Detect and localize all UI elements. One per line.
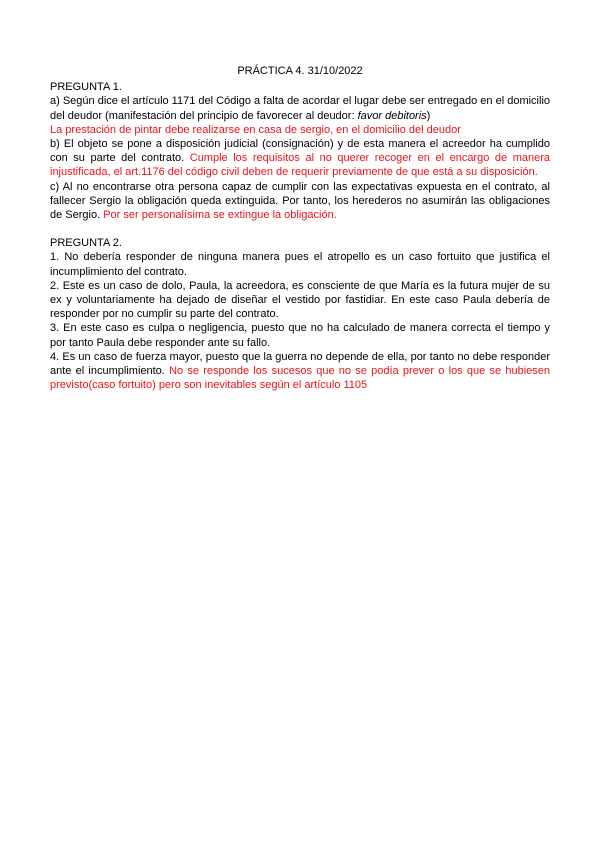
answer-1b xyxy=(50,137,550,180)
answer-1b-correction: Cumple los requisitos al no querer recoger en el encargo de manera injustificada, el art.1176 del código civil deben de requerir previamente de que está a su disposición. xyxy=(50,152,550,179)
answer-2-4-text: 4. Es un caso de fuerza mayor, puesto que la guerra no depende de ella, por tanto no debe responder ante el incumplimiento. xyxy=(50,350,550,378)
answer-2-1: 1. No debería responder de ninguna manera pues el atropello es un caso fortuito que justifica el incumplimiento del contrato. xyxy=(50,251,550,278)
question-1-heading: PREGUNTA 1. xyxy=(50,81,122,94)
document-title: PRÁCTICA 4. 31/10/2022 xyxy=(237,65,363,77)
question-2-heading: PREGUNTA 2. xyxy=(50,237,122,250)
answer-1b-text: b) El objeto se pone a disposición judicial (consignación) y de esta manera el acreedor ha cumplido con su parte del contrato. xyxy=(50,138,550,165)
answer-2-2: 2. Este es un caso de dolo, Paula, la acreedora, es consciente de que María es la futura mujer de su ex y voluntariamente ha dejado de diseñar el vestido por fastidiar. En este caso Paula debería de responder por no cumplir su parte del contrato. xyxy=(50,279,550,321)
answer-1a-close: ) xyxy=(426,109,431,122)
section-spacer xyxy=(50,222,550,236)
answer-2-4-correction: No se responde los sucesos que no se podía prever o los que se hubiesen previsto(caso fortuito) pero son inevitables según el artículo 1105 xyxy=(50,365,550,392)
answer-1a-italic: favor debitoris xyxy=(357,109,427,122)
answer-2-4 xyxy=(50,350,550,393)
answer-1a-correction: La prestación de pintar debe realizarse en casa de sergio, en el domicilio del deudor xyxy=(50,123,461,136)
answer-1c-text: c) Al no encontrarse otra persona capaz de cumplir con las expectativas expuesta en el contrato, al fallecer Sergio la obligación queda extinguida. Por tanto, los herederos no asumirán las obligaciones de Sergio. xyxy=(50,180,550,222)
answer-1c xyxy=(50,180,550,223)
answer-1a-text: a) Según dice el artículo 1171 del Código a falta de acordar el lugar debe ser entregado en el domicilio del deudor (manifestación del principio de favorecer al deudor: xyxy=(50,95,551,122)
document-page xyxy=(50,64,550,392)
answer-1a xyxy=(50,94,550,122)
answer-2-3: 3. En este caso es culpa o negligencia, puesto que no ha calculado de manera correcta el tiempo y por tanto Paula debe responder ante su fallo. xyxy=(50,322,550,349)
answer-1c-correction: Por ser personalísima se extingue la obligación. xyxy=(103,209,337,222)
